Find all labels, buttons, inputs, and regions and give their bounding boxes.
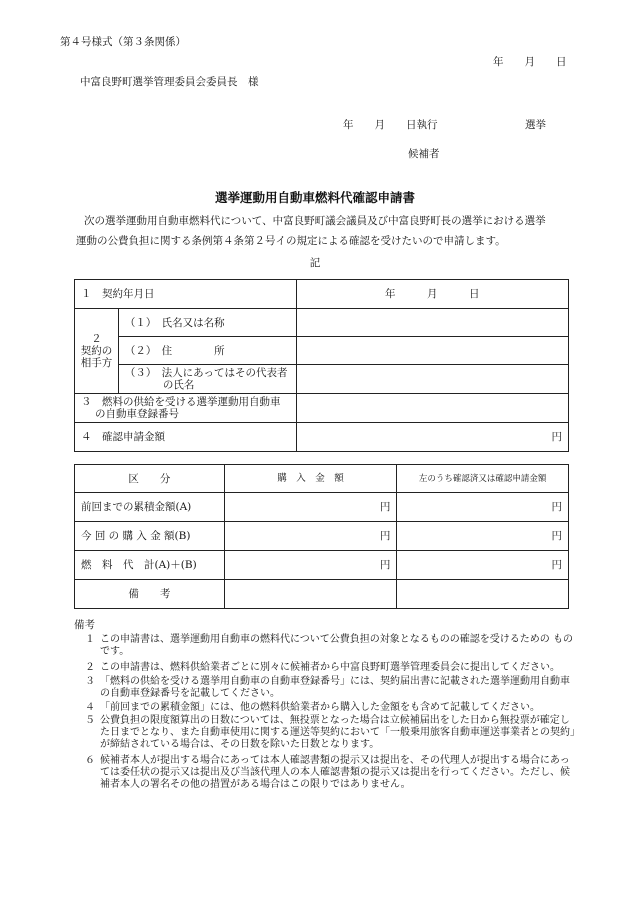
counterparty-name-label: （１） 氏名又は名称 [118,309,296,337]
intro-line-1: 次の選挙運動用自動車燃料代について、中富良野町議会議員及び中富良野町長の選挙における選挙 [84,215,546,227]
counterparty-address-field[interactable] [296,337,568,365]
contract-date-label: １ 契約年月日 [75,280,297,309]
election-date: 年 月 日執行 [343,119,438,131]
row-label-total: 燃 料 代 計(A)＋(B) [75,551,225,580]
counterparty-name-field[interactable] [296,309,568,337]
note-item: ５ 公費負担の限度額算出の日数については、無投票となった場合は立候補届出をした日から無投票が確定した日までとなり、また自動車使用に関する運送等契約において「一般乗用旅客自動車運送事業者との契約」が締結されている場合は、その日数を除いた日数となります。 [85,715,575,750]
total-confirmed-field[interactable]: 円 [397,551,569,580]
note-item: ４ 「前回までの累積金額」には、他の燃料供給業者から購入した金額をも含めて記載してください。 [85,702,540,713]
requested-amount-field[interactable]: 円 [296,423,568,452]
intro-line-2: 運動の公費負担に関する条例第４条第２号イの規定による確認を受けたいので申請します。 [76,235,506,247]
remarks-field-2[interactable] [397,580,569,609]
form-number: 第４号様式（第３条関係） [60,36,186,48]
note-item: ６ 候補者本人が提出する場合にあっては本人確認書類の提示又は提出を、その代理人が提出する場合にあっては委任状の提示又は提出及び当該代理人の本人確認書類の提示又は提出を行ってください。ただし、候補者本人の署名その他の措置がある場合はこの限りではありません。 [85,755,570,790]
note-item: ２ この申請書は、燃料供給業者ごとに別々に候補者から中富良野町選挙管理委員会に提出してください。 [85,662,560,673]
row-label-cumulative: 前回までの累積金額(A) [75,493,225,522]
current-confirmed-field[interactable]: 円 [397,522,569,551]
representative-label: （３） 法人にあってはその代表者 の氏名 [118,365,296,394]
addressee: 中富良野町選挙管理委員会委員長 様 [80,76,259,88]
row-label-current: 今 回 の 購 入 金 額(B) [75,522,225,551]
cumulative-confirmed-field[interactable]: 円 [397,493,569,522]
header-confirmed-amount: 左のうち確認済又は確認申請金額 [397,465,569,493]
vehicle-number-field[interactable] [296,394,568,423]
contract-table [74,279,569,452]
total-purchase-field[interactable]: 円 [224,551,397,580]
vehicle-number-label: ３ 燃料の供給を受ける選挙運動用自動車 の自動車登録番号 [75,394,297,423]
submission-date: 年 月 日 [493,56,567,68]
header-category: 区 分 [75,465,225,493]
candidate-label: 候補者 [408,148,440,160]
contract-date-value: 年 月 日 [296,280,568,309]
ki-label: 記 [309,257,321,269]
representative-field[interactable] [296,365,568,394]
notes-heading: 備考 [74,619,95,631]
remarks-field-1[interactable] [224,580,397,609]
note-item: ３ 「燃料の供給を受ける選挙用自動車の自動車登録番号」には、契約届出書に記載された選挙運動用自動車の自動車登録番号を記載してください。 [85,676,570,699]
election-suffix: 選挙 [525,119,546,131]
remarks-label: 備 考 [75,580,225,609]
current-purchase-field[interactable]: 円 [224,522,397,551]
requested-amount-label: ４ 確認申請金額 [75,423,297,452]
counterparty-address-label: （２） 住 所 [118,337,296,365]
header-purchase-amount: 購 入 金 額 [224,465,397,493]
note-item: １ この申請書は、選挙運動用自動車の燃料代について公費負担の対象となるものの確認を受けるための ものです。 [85,634,573,657]
amount-table [74,464,569,609]
counterparty-label: ２ 契約の 相手方 [75,309,119,394]
document-title: 選挙運動用自動車燃料代確認申請書 [214,190,415,205]
cumulative-purchase-field[interactable]: 円 [224,493,397,522]
